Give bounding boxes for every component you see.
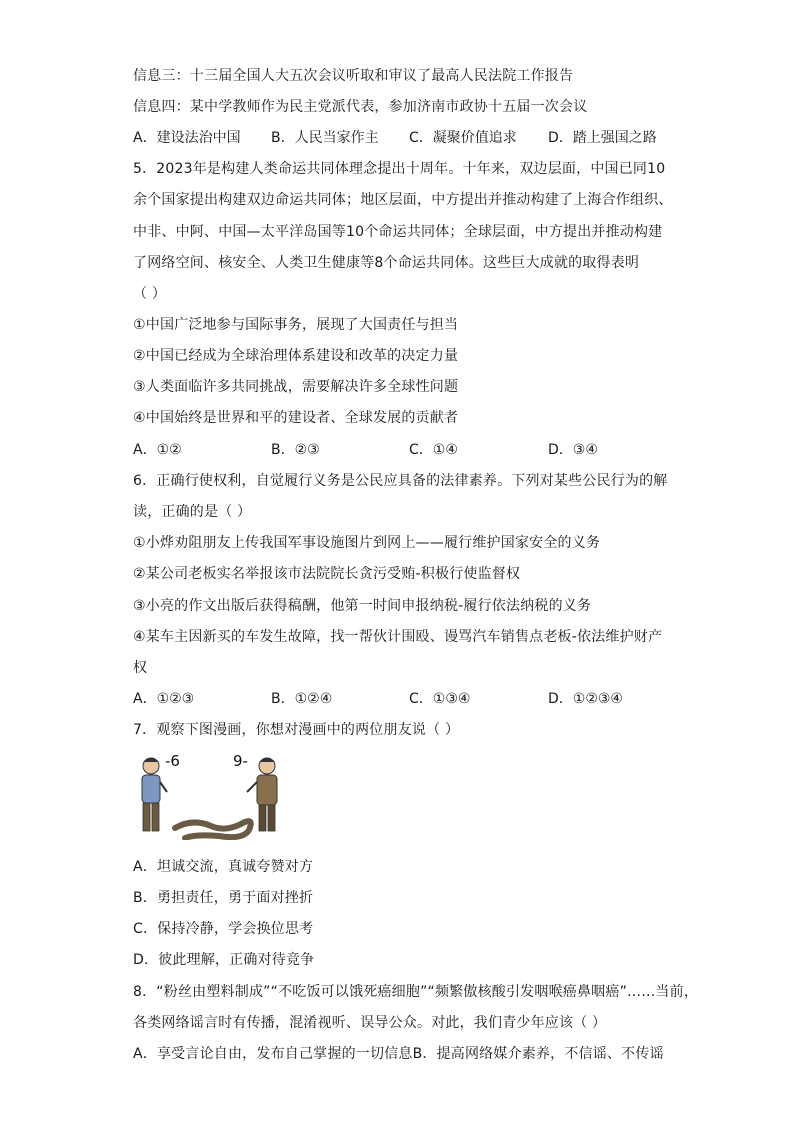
q8-stem-line: 8．“粉丝由塑料制成”“不吃饭可以饿死癌细胞”“频繁傲核酸引发咽喉癌鼻咽癌”……当前， [133, 984, 699, 1000]
info-4-line: 信息四：某中学教师作为民主党派代表，参加济南市政协十五届一次会议 [133, 99, 588, 115]
q6-option-d[interactable]: D．①②③④ [548, 691, 623, 707]
q5-item-2: ②中国已经成为全球治理体系建设和改革的决定力量 [133, 348, 459, 364]
comic-illustration [133, 752, 301, 840]
q5-stem-line: 中非、中阿、中国—太平洋岛国等10个命运共同体；全球层面，中方提出并推动构建 [133, 224, 663, 240]
q6-stem-line: 6．正确行使权利，自觉履行义务是公民应具备的法律素养。下列对某些公民行为的解 [133, 473, 668, 489]
q6-item-4-continued: 权 [133, 660, 148, 676]
comic-right-label: 9- [233, 752, 248, 770]
q5-option-a[interactable]: A．①② [133, 442, 182, 458]
q5-option-b[interactable]: B．②③ [271, 442, 320, 458]
q7-option-d[interactable]: D．彼此理解，正确对待竞争 [133, 952, 315, 968]
q7-option-b[interactable]: B．勇担责任，勇于面对挫折 [133, 890, 314, 906]
info-3-line: 信息三：十三届全国人大五次会议听取和审议了最高人民法院工作报告 [133, 68, 574, 84]
q5-option-d[interactable]: D．③④ [548, 442, 598, 458]
q5-item-1: ①中国广泛地参与国际事务，展现了大国责任与担当 [133, 317, 459, 333]
q6-option-c[interactable]: C．①③④ [409, 691, 471, 707]
q5-item-4: ④中国始终是世界和平的建设者、全球发展的贡献者 [133, 410, 459, 426]
q6-item-4: ④某车主因新买的车发生故障，找一帮伙计围殴、谩骂汽车销售点老板-依法维护财产 [133, 629, 663, 645]
comic-left-label: -6 [165, 752, 180, 770]
q7-option-a[interactable]: A．坦诚交流，真诚夸赞对方 [133, 859, 314, 875]
q8-options-line[interactable]: A．享受言论自由，发布自己掌握的一切信息B．提高网络媒介素养，不信谣、不传谣 [133, 1046, 664, 1062]
q4-option-d[interactable]: D．踏上强国之路 [548, 130, 657, 146]
q4-option-c[interactable]: C．凝聚价值追求 [409, 130, 517, 146]
q5-item-3: ③人类面临许多共同挑战，需要解决许多全球性问题 [133, 379, 459, 395]
q5-option-c[interactable]: C．①④ [409, 442, 458, 458]
q7-option-c[interactable]: C．保持冷静，学会换位思考 [133, 921, 314, 937]
q5-stem-line: 了网络空间、核安全、人类卫生健康等8个命运共同体。这些巨大成就的取得表明 [133, 255, 640, 271]
q4-option-a[interactable]: A．建设法治中国 [133, 130, 241, 146]
q6-stem-line: 读，正确的是（ ） [133, 504, 252, 520]
q6-option-b[interactable]: B．①②④ [271, 691, 333, 707]
comic-left-man [142, 758, 167, 831]
q6-item-3: ③小亮的作文出版后获得稿酬，他第一时间申报纳税-履行依法纳税的义务 [133, 598, 592, 614]
q5-stem-line: 5．2023年是构建人类命运共同体理念提出十周年。十年来，双边层面，中国已同10 [133, 161, 666, 177]
q5-answer-bracket: （ ） [133, 286, 167, 302]
q8-stem-line: 各类网络谣言时有传播，混淆视听、误导公众。对此，我们青少年应该（ ） [133, 1015, 607, 1031]
q7-stem: 7．观察下图漫画，你想对漫画中的两位朋友说（ ） [133, 722, 460, 738]
comic-number-figure [175, 821, 251, 838]
q4-option-b[interactable]: B．人民当家作主 [271, 130, 379, 146]
q6-item-2: ②某公司老板实名举报该市法院院长贪污受贿-积极行使监督权 [133, 566, 521, 582]
q5-stem-line: 余个国家提出构建双边命运共同体；地区层面，中方提出并推动构建了上海合作组织、 [133, 192, 673, 208]
q6-option-a[interactable]: A．①②③ [133, 691, 195, 707]
q6-item-1: ①小烨劝阻朋友上传我国军事设施图片到网上——履行维护国家安全的义务 [133, 535, 601, 551]
